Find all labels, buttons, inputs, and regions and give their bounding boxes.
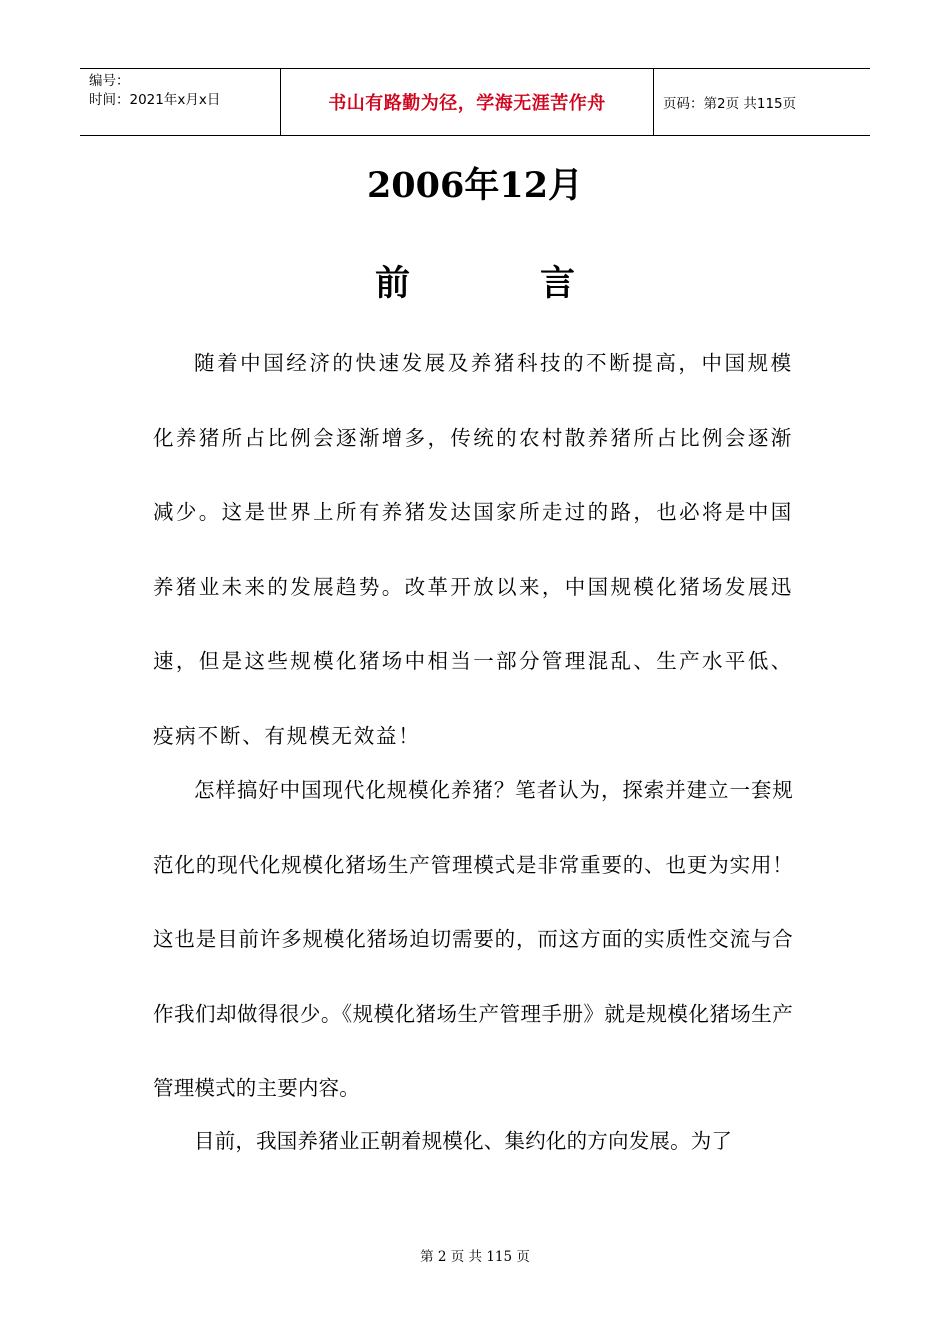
document-header	[80, 68, 870, 136]
header-meta-cell	[80, 69, 281, 135]
section-title-part1: 前	[374, 263, 410, 304]
document-time-label: 时间：2021年x月x日	[89, 92, 221, 108]
body-paragraph: 怎样搞好中国现代化规模化养猪？笔者认为，探索并建立一套规范化的现代化规模化猪场生产管理模式是非常重要的、也更为实用！这也是目前许多规模化猪场迫切需要的，而这方面的实质性交流与合作我们却做得很少。《规模化猪场生产管理手册》就是规模化猪场生产管理模式的主要内容。	[153, 778, 793, 1100]
section-title-part2: 言	[540, 263, 576, 304]
section-title	[0, 258, 950, 310]
paragraph-block-1	[153, 326, 793, 773]
paragraph-block-3	[153, 1104, 793, 1178]
date-heading: 2006年12月	[366, 165, 584, 206]
document-number-label: 编号：	[89, 73, 130, 89]
page-footer: 第 2 页 共 115 页	[420, 1249, 530, 1265]
header-page-info: 页码：第2页 共115页	[663, 96, 797, 112]
header-motto: 书山有路勤为径，学海无涯苦作舟	[281, 69, 654, 135]
body-paragraph: 目前，我国养猪业正朝着规模化、集约化的方向发展。为了	[194, 1129, 733, 1153]
body-paragraph: 随着中国经济的快速发展及养猪科技的不断提高，中国规模化养猪所占比例会逐渐增多，传统的农村散养猪所占比例会逐渐减少。这是世界上所有养猪发达国家所走过的路，也必将是中国养猪业未来的发展趋势。改革开放以来，中国规模化猪场发展迅速，但是这些规模化猪场中相当一部分管理混乱、生产水平低、疫病不断、有规模无效益！	[153, 351, 793, 748]
paragraph-block-2	[153, 753, 793, 1126]
